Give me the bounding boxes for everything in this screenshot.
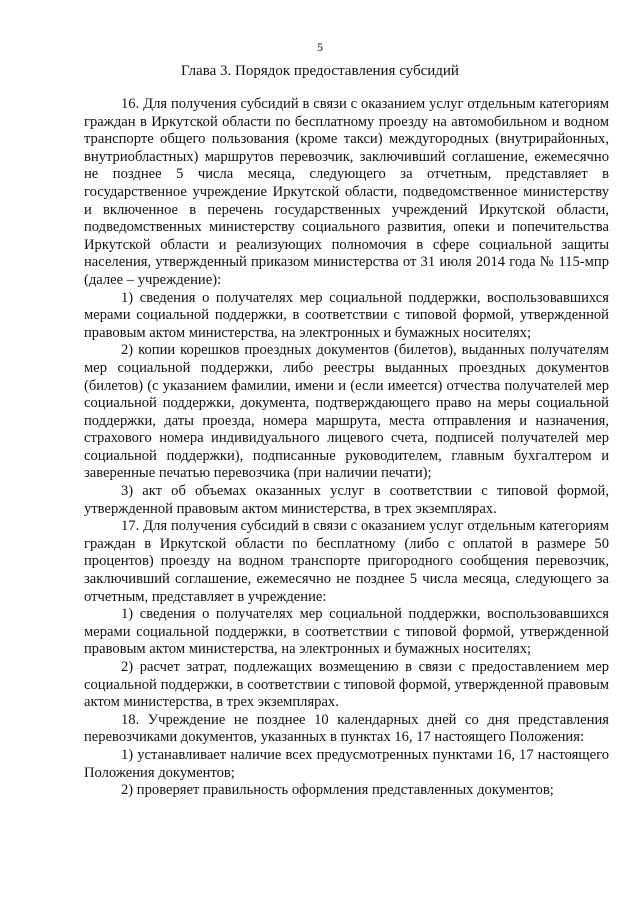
- paragraph-18-item-1: 1) устанавливает наличие всех предусмотренных пунктами 16, 17 настоящего Положения документов;: [84, 746, 609, 781]
- page-number: 5: [317, 40, 323, 54]
- paragraph-16-item-2: 2) копии корешков проездных документов (билетов), выданных получателям мер социальной поддержки, либо реестры выданных проездных документов (билетов) (с указанием фамилии, имени и (если имеется) отчества получателей мер социальной поддержки, документа, подтверждающего право на меры социальной поддержки, даты проезда, номера маршрута, места отправления и назначения, страхового номера индивидуального лицевого счета, подписей получателей мер социальной поддержки), подписанные руководителем, главным бухгалтером и заверенные печатью перевозчика (при наличии печати);: [84, 342, 609, 482]
- chapter-title: Глава 3. Порядок предоставления субсидий: [181, 63, 459, 79]
- document-body: [84, 96, 609, 800]
- paragraph-17: 17. Для получения субсидий в связи с оказанием услуг отдельным категориям граждан в Иркутской области по бесплатному (либо с оплатой в размере 50 процентов) проезду на водном транспорте пригородного сообщения перевозчик, заключивший соглашение, ежемесячно не позднее 5 числа месяца, следующего за отчетным, представляет в учреждение:: [84, 518, 609, 605]
- paragraph-18: 18. Учреждение не позднее 10 календарных дней со дня представления перевозчиками документов, указанных в пунктах 16, 17 настоящего Положения:: [84, 711, 609, 746]
- paragraph-17-item-2: 2) расчет затрат, подлежащих возмещению в связи с предоставлением мер социальной поддержки, в соответствии с типовой формой, утвержденной правовым актом министерства, в трех экземплярах.: [84, 659, 609, 711]
- paragraph-17-item-1: 1) сведения о получателях мер социальной поддержки, воспользовавшихся мерами социальной поддержки, в соответствии с типовой формой, утвержденной правовым актом министерства, на электронных и бумажных носителях;: [84, 606, 609, 658]
- paragraph-16-item-3: 3) акт об объемах оказанных услуг в соответствии с типовой формой, утвержденной правовым актом министерства, в трех экземплярах.: [84, 483, 609, 517]
- paragraph-16-item-1: 1) сведения о получателях мер социальной поддержки, воспользовавшихся мерами социальной поддержки, в соответствии с типовой формой, утвержденной правовым актом министерства, на электронных и бумажных носителях;: [84, 289, 609, 341]
- paragraph-16: 16. Для получения субсидий в связи с оказанием услуг отдельным категориям граждан в Иркутской области по бесплатному проезду на автомобильном и водном транспорте общего пользования (кроме такси) междугородных (внутрирайонных, внутриобластных) маршрутов перевозчик, заключивший соглашение, ежемесячно не позднее 5 числа месяца, следующего за отчетным, представляет в государственное учреждение Иркутской области, подведомственное министерству и включенное в перечень государственных учреждений Иркутской области, подведомственных министерству социального развития, опеки и попечительства Иркутской области и реализующих полномочия в сфере социальной защиты населения, утвержденный приказом министерства от 31 июля 2014 года № 115-мпр (далее – учреждение):: [84, 96, 609, 288]
- paragraph-18-item-2: 2) проверяет правильность оформления представленных документов;: [121, 782, 554, 799]
